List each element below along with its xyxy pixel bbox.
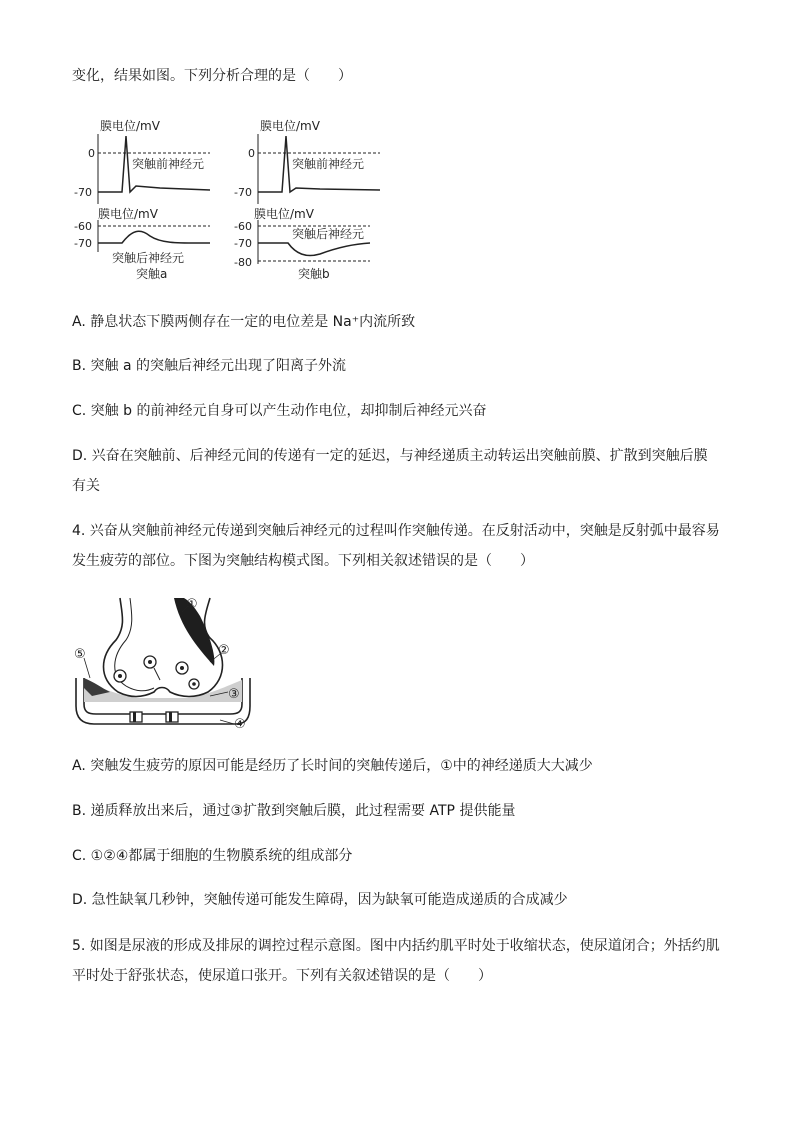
panel-a-tick-minus70-bottom: -70 — [74, 237, 92, 250]
q3-option-d-cont: 有关 — [72, 478, 100, 494]
panel-a — [74, 118, 210, 281]
q4-stem-line1: 4. 兴奋从突触前神经元传递到突触后神经元的过程叫作突触传递。在反射活动中，突触是反射弧中最容易 — [72, 523, 720, 539]
panel-a-tick-0: 0 — [88, 147, 95, 160]
q5-stem-line2: 平时处于舒张状态，使尿道口张开。下列有关叙述错误的是（ ） — [72, 968, 492, 984]
q4-stem-line2: 发生疲劳的部位。下图为突触结构模式图。下列相关叙述错误的是（ ） — [72, 553, 534, 569]
membrane-potential-figure — [70, 112, 400, 287]
label-4: ④ — [234, 717, 246, 732]
panel-a-pre-label: 突触前神经元 — [132, 157, 205, 171]
panel-b-tick-minus80: -80 — [234, 256, 252, 269]
label-5: ⑤ — [74, 647, 86, 662]
q4-option-c: C. ①②④都属于细胞的生物膜系统的组成部分 — [72, 848, 353, 864]
q3-option-a: A. 静息状态下膜两侧存在一定的电位差是 Na⁺内流所致 — [72, 314, 416, 330]
label-3: ③ — [228, 687, 240, 702]
panel-b-caption: 突触b — [298, 267, 330, 281]
q4-option-d: D. 急性缺氧几秒钟，突触传递可能发生障碍，因为缺氧可能造成递质的合成减少 — [72, 892, 568, 908]
panel-b-tick-minus70-bottom: -70 — [234, 237, 252, 250]
panel-a-post-label: 突触后神经元 — [112, 251, 185, 265]
panel-a-top-ylabel: 膜电位/mV — [100, 119, 160, 133]
panel-b-bottom-ylabel: 膜电位/mV — [254, 207, 314, 221]
panel-a-tick-minus60: -60 — [74, 220, 92, 233]
q3-option-d: D. 兴奋在突触前、后神经元间的传递有一定的延迟，与神经递质主动转运出突触前膜、扩散到突触后膜 — [72, 448, 708, 464]
panel-b-top-ylabel: 膜电位/mV — [260, 119, 320, 133]
panel-a-post-trace — [98, 231, 210, 243]
q4-option-b: B. 递质释放出来后，通过③扩散到突触后膜，此过程需要 ATP 提供能量 — [72, 803, 516, 819]
q3-option-b: B. 突触 a 的突触后神经元出现了阳离子外流 — [72, 358, 346, 374]
panel-a-bottom-ylabel: 膜电位/mV — [98, 207, 158, 221]
q5-stem-line1: 5. 如图是尿液的形成及排尿的调控过程示意图。图中内括约肌平时处于收缩状态，使尿道闭合；外括约肌 — [72, 938, 720, 954]
panel-b-pre-label: 突触前神经元 — [292, 157, 365, 171]
panel-b-tick-minus70-top: -70 — [234, 186, 252, 199]
q4-option-a: A. 突触发生疲劳的原因可能是经历了长时间的突触传递后，①中的神经递质大大减少 — [72, 758, 593, 774]
q3-option-c: C. 突触 b 的前神经元自身可以产生动作电位，却抑制后神经元兴奋 — [72, 403, 487, 419]
panel-a-tick-minus70-top: -70 — [74, 186, 92, 199]
panel-b — [234, 118, 380, 281]
panel-b-post-label: 突触后神经元 — [292, 227, 365, 241]
label-2: ② — [218, 643, 230, 658]
panel-b-post-trace — [258, 243, 370, 256]
synapse-diagram — [70, 596, 260, 736]
intro-line: 变化，结果如图。下列分析合理的是（ ） — [72, 68, 352, 84]
panel-a-caption: 突触a — [136, 267, 168, 281]
label-1: ① — [186, 597, 198, 612]
panel-b-tick-minus60: -60 — [234, 220, 252, 233]
panel-b-tick-0: 0 — [248, 147, 255, 160]
